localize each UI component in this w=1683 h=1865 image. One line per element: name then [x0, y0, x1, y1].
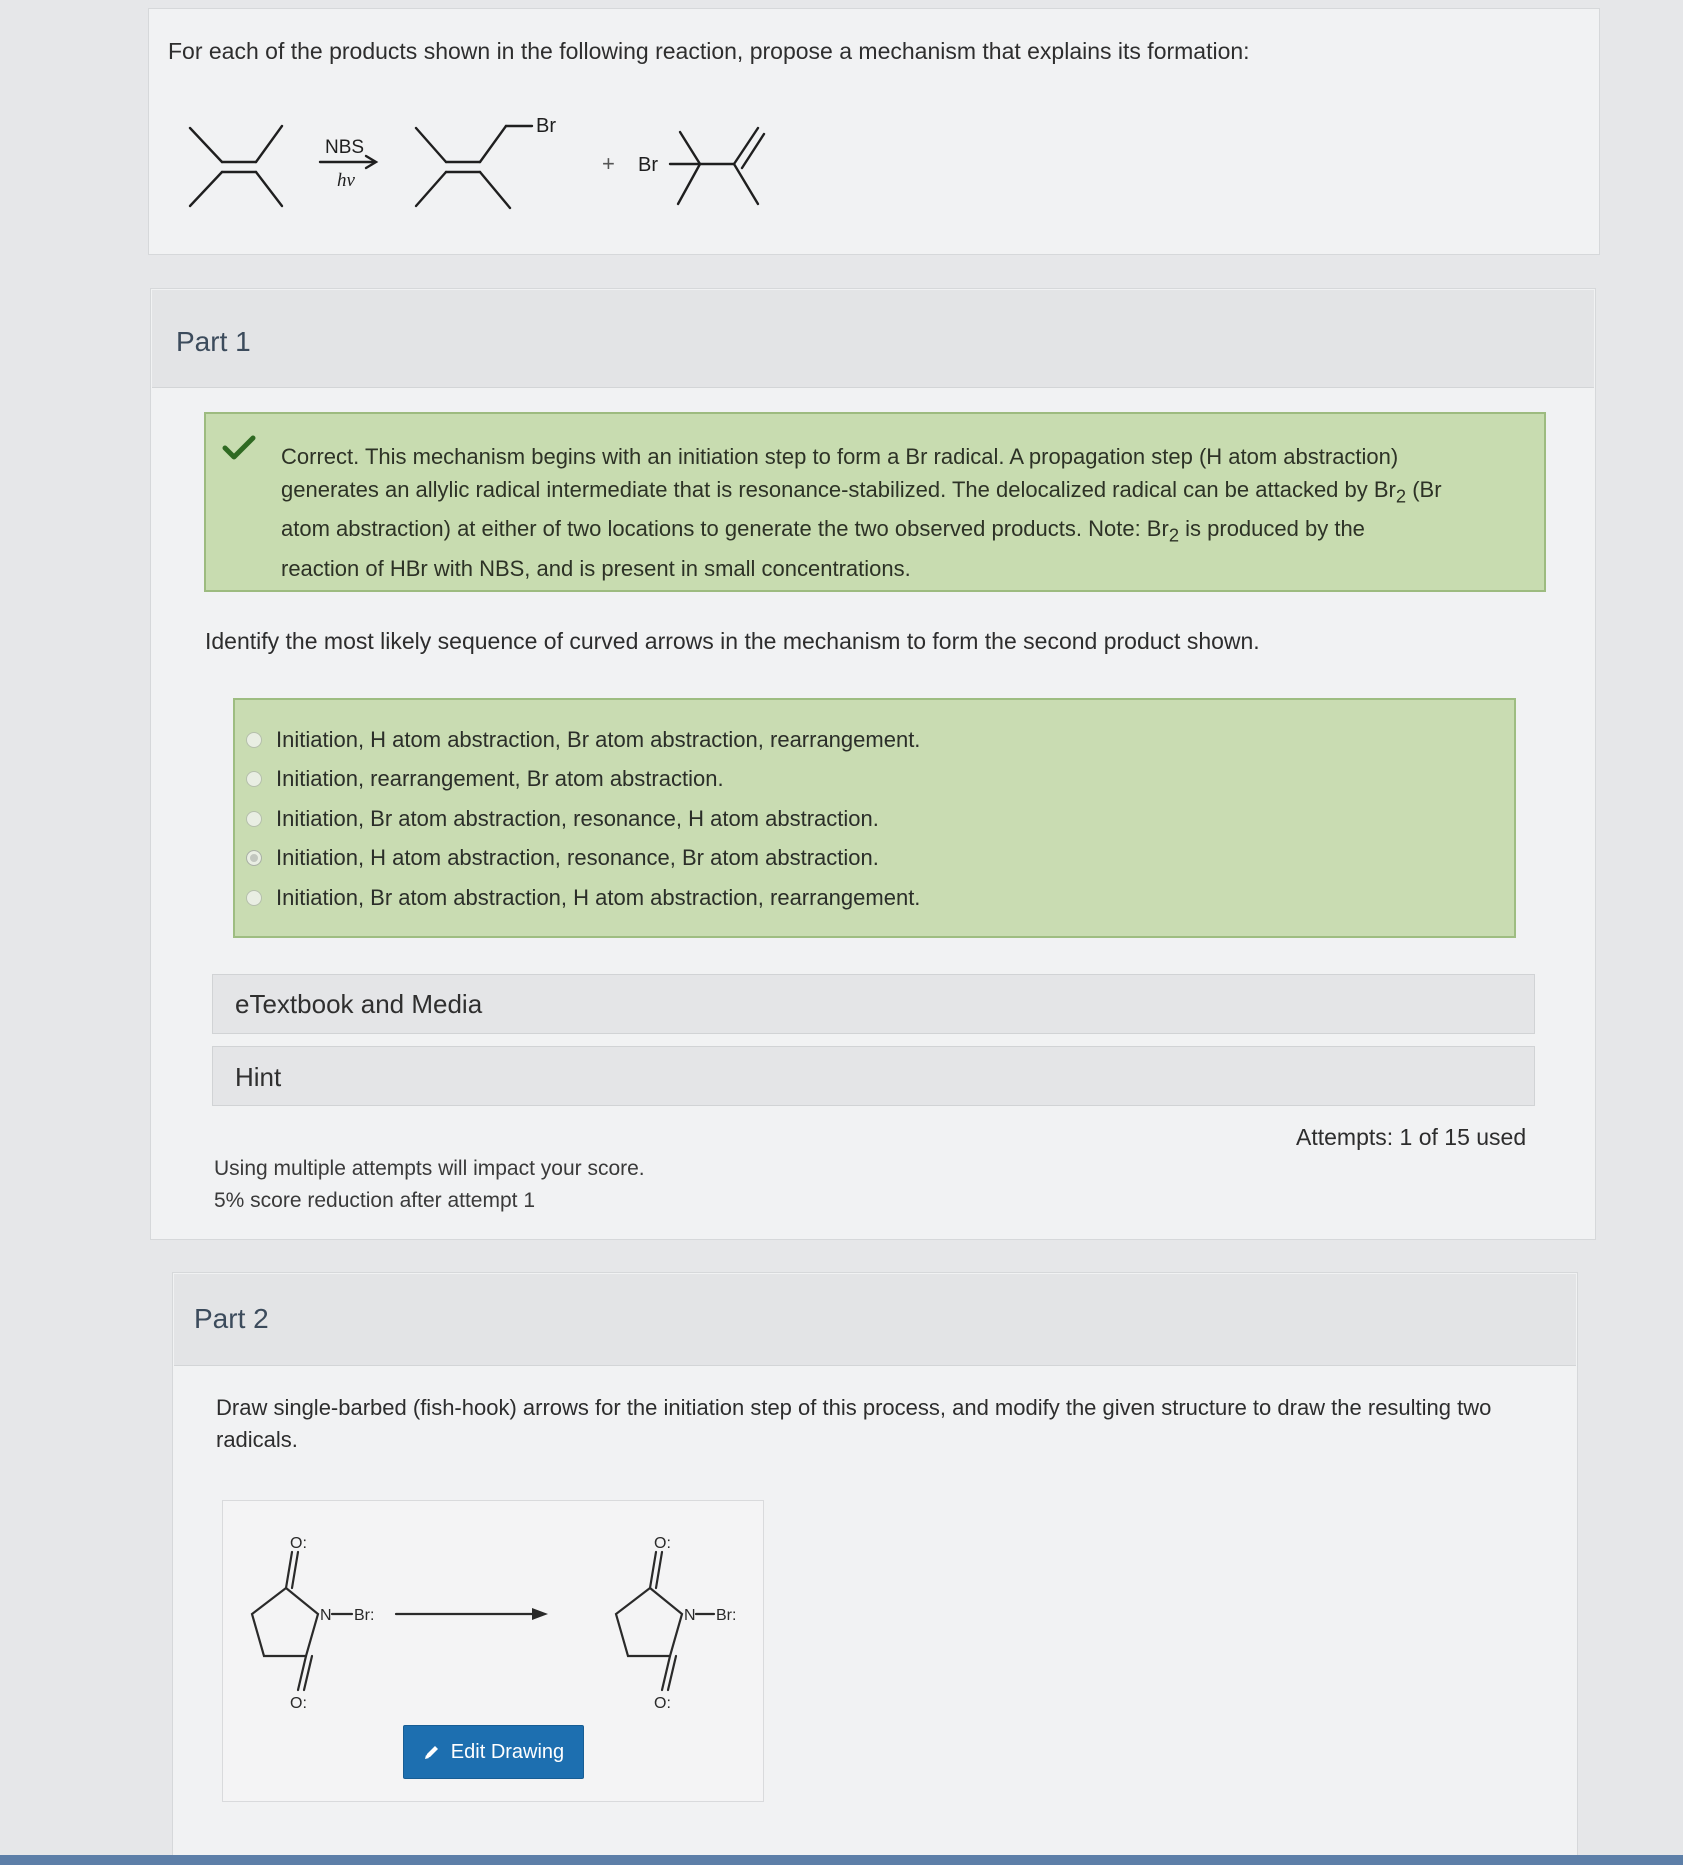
option-label: Initiation, Br atom abstraction, H atom abstraction, rearrangement. — [276, 885, 921, 910]
radio-button[interactable] — [246, 732, 262, 748]
part2-title: Part 2 — [194, 1303, 269, 1334]
feedback-segment: atom abstraction) at either of two locations to generate the two observed products. Note: Br — [281, 516, 1169, 542]
option-3[interactable] — [246, 806, 879, 832]
radio-button-selected[interactable] — [246, 850, 262, 866]
question-text: For each of the products shown in the following reaction, propose a mechanism that explains its formation: — [168, 38, 1250, 64]
option-1[interactable] — [246, 727, 920, 753]
hint-label: Hint — [235, 1062, 282, 1092]
etextbook-accordion[interactable] — [212, 974, 1535, 1034]
pencil-icon — [423, 1743, 441, 1761]
bottom-bar — [0, 1855, 1683, 1865]
attempts-counter: Attempts: 1 of 15 used — [1296, 1124, 1527, 1150]
feedback-line — [281, 473, 1521, 512]
left-co-top-double — [292, 1552, 298, 1588]
reactant-bond — [190, 128, 222, 162]
edit-drawing-label: Edit Drawing — [450, 1740, 565, 1763]
subscript: 2 — [1395, 485, 1407, 507]
feedback-segment: (Br — [1406, 477, 1442, 502]
left-n: N — [320, 1607, 332, 1624]
left-ring — [252, 1588, 318, 1656]
product2-bond — [734, 164, 758, 204]
feedback-text — [281, 440, 1521, 585]
drawing-arrow-head — [532, 1608, 548, 1620]
option-label: Initiation, H atom abstraction, Br atom abstraction, rearrangement. — [276, 727, 921, 752]
right-o-bottom: O: — [654, 1695, 671, 1712]
feedback-segment: generates an allylic radical intermediate that is resonance-stabilized. The delocalized radical can be attacked by Br — [281, 477, 1396, 502]
radio-button[interactable] — [246, 771, 262, 787]
product1-bond — [480, 172, 510, 208]
nbs-structure-drawing — [236, 1516, 746, 1716]
etextbook-label: eTextbook and Media — [235, 989, 483, 1019]
option-5[interactable] — [246, 885, 920, 911]
product2-bond — [734, 128, 758, 164]
reagent-light: hν — [337, 170, 355, 191]
right-ring — [616, 1588, 682, 1656]
feedback-line: reaction of HBr with NBS, and is present in small concentrations. — [281, 555, 911, 581]
part2-header[interactable] — [174, 1274, 1576, 1366]
product1-br-label: Br — [536, 115, 556, 137]
reactant-bond — [190, 172, 222, 206]
right-o-top: O: — [654, 1535, 671, 1552]
left-br: Br: — [354, 1607, 375, 1624]
plus-sign: + — [602, 151, 615, 176]
reactant-bond — [256, 126, 282, 162]
part2-prompt: Draw single-barbed (fish-hook) arrows for the initiation step of this process, and modify the given structure to draw the resulting two radicals. — [216, 1395, 1492, 1452]
feedback-segment: is produced by the — [1179, 516, 1365, 542]
checkmark-icon — [222, 434, 256, 462]
feedback-line — [281, 512, 1521, 551]
left-co-top — [286, 1552, 292, 1588]
product1-bond — [480, 126, 506, 162]
feedback-line: Correct. This mechanism begins with an initiation step to form a Br radical. A propagation step (H atom abstraction) — [281, 444, 1399, 469]
attempts-note: Using multiple attempts will impact your score. — [214, 1157, 645, 1180]
hint-accordion[interactable] — [212, 1046, 1535, 1106]
product2-br-label: Br — [638, 154, 658, 176]
left-o-top: O: — [290, 1535, 307, 1552]
part1-header[interactable] — [152, 290, 1594, 388]
product1-bond — [416, 172, 446, 206]
option-4[interactable] — [246, 845, 879, 871]
option-label: Initiation, Br atom abstraction, resonance, H atom abstraction. — [276, 806, 879, 831]
product2-bond — [680, 132, 700, 164]
left-o-bottom: O: — [290, 1695, 307, 1712]
reactant-bond — [256, 172, 282, 206]
product1-bond — [416, 128, 446, 162]
part1-title: Part 1 — [176, 326, 251, 357]
radio-button[interactable] — [246, 811, 262, 827]
reagent-nbs: NBS — [325, 137, 365, 158]
score-reduction-note: 5% score reduction after attempt 1 — [214, 1189, 535, 1212]
part1-prompt: Identify the most likely sequence of curved arrows in the mechanism to form the second product shown. — [205, 628, 1260, 654]
product2-bond — [742, 134, 764, 168]
right-n: N — [684, 1607, 696, 1624]
option-2[interactable] — [246, 766, 724, 792]
subscript: 2 — [1168, 524, 1180, 546]
right-co-top — [650, 1552, 656, 1588]
option-label: Initiation, rearrangement, Br atom abstraction. — [276, 766, 724, 791]
product2-bond — [678, 164, 700, 204]
option-label: Initiation, H atom abstraction, resonance, Br atom abstraction. — [276, 845, 879, 870]
right-br: Br: — [716, 1607, 737, 1624]
edit-drawing-button[interactable] — [403, 1725, 584, 1779]
right-co-top-double — [656, 1552, 662, 1588]
reaction-scheme — [180, 100, 820, 220]
radio-button[interactable] — [246, 890, 262, 906]
